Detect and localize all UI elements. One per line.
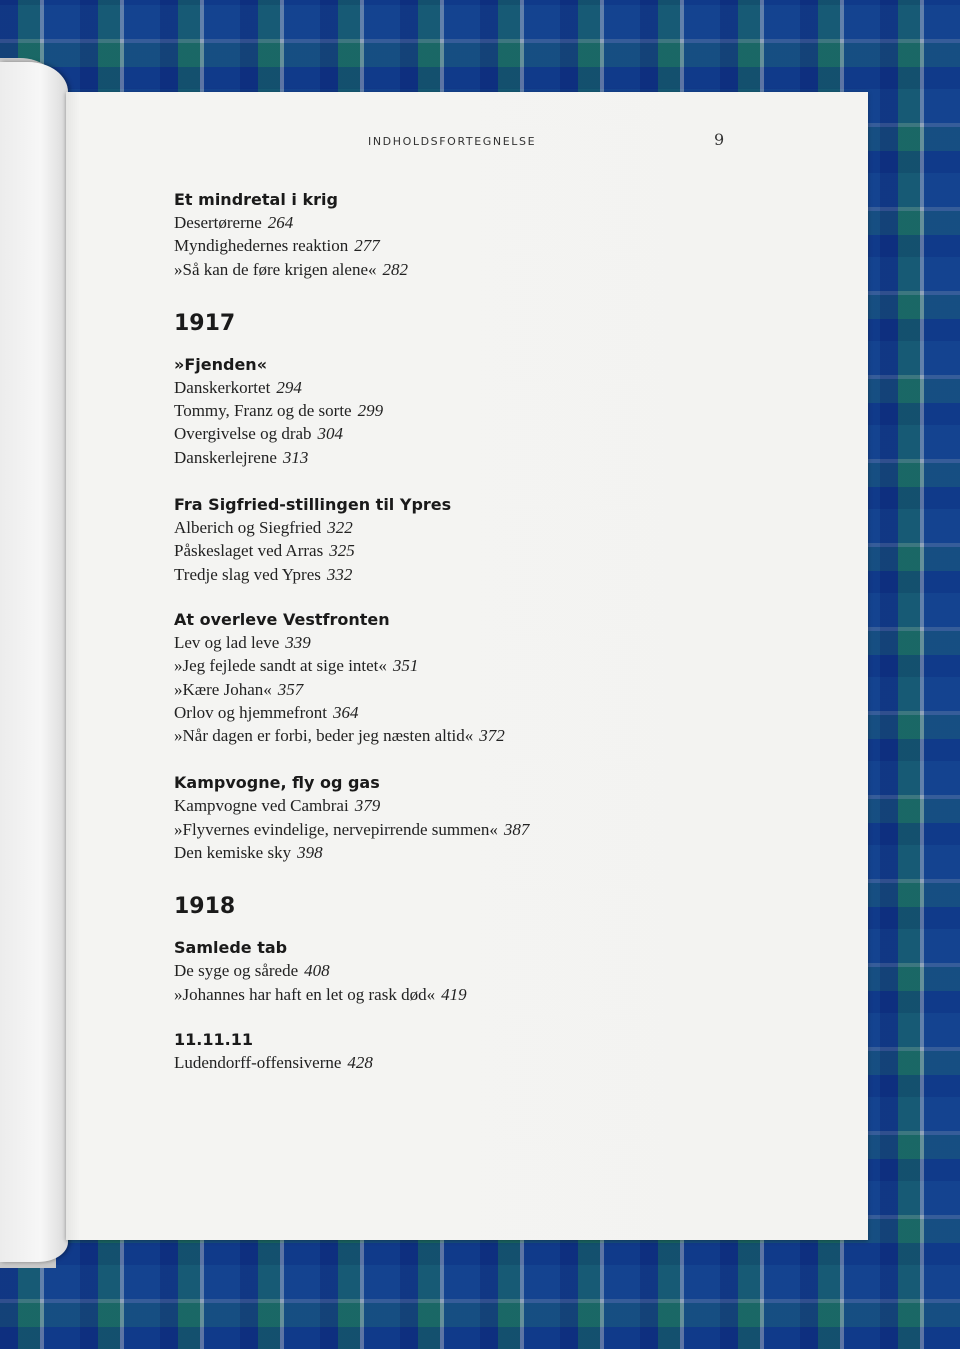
entry-page: 351 [392, 656, 419, 676]
chapter-title: »Fjenden« [174, 354, 268, 374]
entry-title: »Så kan de føre krigen alene« [174, 259, 377, 279]
entry-title: Danskerlejrene [174, 447, 277, 467]
toc-entry [174, 1051, 814, 1074]
toc-entry [174, 539, 814, 562]
chapter-title: 11.11.11 [174, 1029, 253, 1049]
entry-title: Kampvogne ved Cambrai [174, 796, 349, 816]
entry-title: »Flyvernes evindelige, nervepirrende summen« [174, 819, 498, 839]
entry-page: 419 [441, 984, 467, 1004]
entry-title: Alberich og Siegfried [174, 518, 322, 538]
entry-title: Den kemiske sky [174, 843, 292, 863]
toc-entry [174, 724, 814, 747]
entry-page: 398 [297, 843, 323, 863]
toc-entry [174, 258, 814, 281]
chapter-title: At overleve Vestfronten [174, 609, 390, 629]
entry-title: »Kære Johan« [174, 679, 272, 699]
toc-entry [174, 959, 814, 982]
toc-entry [174, 631, 814, 654]
toc-section-sigfried [174, 493, 814, 586]
toc-section-fjenden [174, 353, 814, 469]
chapter-title: Kampvogne, fly og gas [174, 773, 380, 793]
entry-page: 332 [326, 564, 353, 584]
toc-section-kampvogne [174, 771, 814, 864]
entry-title: Tommy, Franz og de sorte [174, 401, 352, 421]
toc-entry [174, 678, 814, 701]
entry-title: Orlov og hjemmefront [174, 702, 327, 722]
entry-page: 313 [282, 447, 309, 467]
entry-page: 325 [329, 541, 355, 561]
year-heading-1918: 1918 [174, 894, 236, 920]
toc-section-samlede-tab [174, 936, 814, 1006]
page-number: 9 [714, 130, 725, 149]
toc-entry [174, 841, 814, 864]
entry-title: Lev og lad leve [174, 632, 280, 652]
toc-entry [174, 211, 814, 234]
entry-page: 428 [347, 1052, 373, 1072]
book-page [66, 92, 868, 1240]
table-of-contents [174, 188, 814, 1106]
chapter-title: Samlede tab [174, 938, 288, 958]
entry-title: Desertørerne [174, 213, 262, 232]
year-heading-1917: 1917 [174, 310, 236, 336]
entry-title: Ludendorff-offensiverne [174, 1052, 342, 1072]
toc-entry [174, 654, 814, 677]
chapter-title: Et mindretal i krig [174, 190, 338, 209]
entry-title: »Johannes har haft en let og rask død« [174, 984, 436, 1004]
entry-title: »Når dagen er forbi, beder jeg næsten altid« [174, 726, 474, 746]
toc-entry [174, 516, 814, 539]
toc-entry [174, 376, 814, 399]
entry-title: Påskeslaget ved Arras [174, 541, 324, 561]
left-page [0, 62, 68, 1262]
toc-entry [174, 399, 814, 422]
entry-title: Tredje slag ved Ypres [174, 564, 321, 584]
entry-title: Overgivelse og drab [174, 424, 312, 444]
toc-entry [174, 234, 814, 257]
toc-entry [174, 446, 814, 469]
entry-page: 339 [285, 632, 311, 652]
toc-entry [174, 818, 814, 841]
chapter-title: Fra Sigfried-stillingen til Ypres [174, 495, 452, 515]
entry-page: 322 [327, 518, 353, 538]
entry-page: 364 [332, 702, 359, 722]
entry-page: 379 [354, 796, 381, 816]
entry-title: De syge og sårede [174, 961, 299, 981]
entry-page: 264 [267, 213, 294, 232]
entry-page: 282 [382, 259, 408, 279]
entry-title: Myndighedernes reaktion [174, 236, 349, 256]
toc-entry [174, 563, 814, 586]
entry-page: 387 [503, 819, 530, 839]
entry-title: »Jeg fejlede sandt at sige intet« [174, 656, 387, 676]
entry-page: 408 [304, 961, 330, 981]
entry-title: Danskerkortet [174, 377, 271, 397]
toc-entry [174, 794, 814, 817]
entry-page: 277 [354, 236, 380, 256]
toc-section-11-11-11 [174, 1028, 814, 1074]
running-title: INDHOLDSFORTEGNELSE [368, 135, 537, 148]
toc-entry [174, 701, 814, 724]
entry-page: 372 [479, 726, 505, 746]
toc-section-vestfronten [174, 608, 814, 747]
toc-entry [174, 422, 814, 445]
entry-page: 294 [276, 377, 302, 397]
entry-page: 299 [357, 401, 384, 421]
entry-page: 357 [277, 679, 304, 699]
entry-page: 304 [317, 424, 344, 444]
toc-section-et-mindretal [174, 188, 814, 281]
toc-entry [174, 983, 814, 1006]
